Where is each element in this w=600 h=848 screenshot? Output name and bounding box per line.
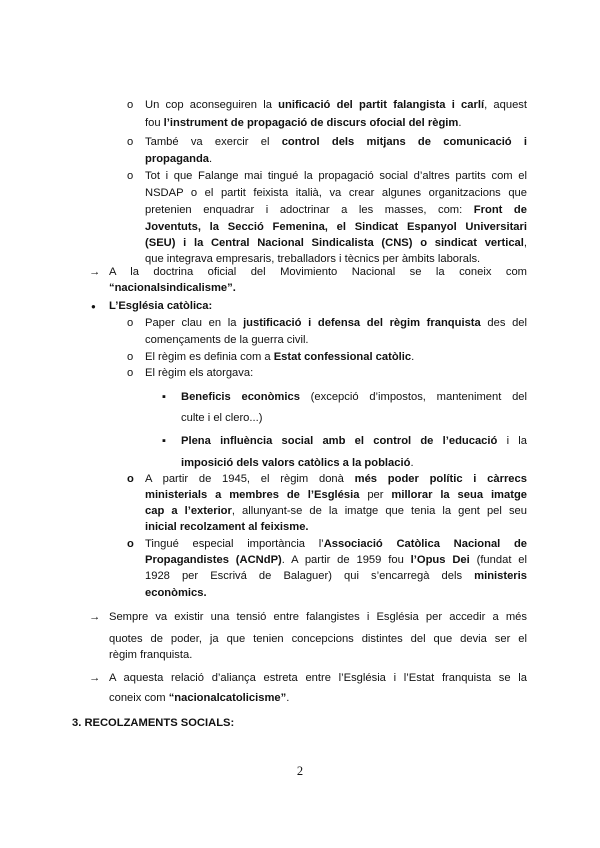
bold-text-run: “nacionalcatolicisme” [168,692,287,704]
bold-text-run: millorar la seua imatge [391,489,528,501]
atorgava-item-1-line-2 [181,411,262,426]
arrow-marker: → [89,611,101,623]
bold-text-run: Joventuts, la Secció Femenina, el Sindicat Espanyol Universitari [145,221,527,233]
circle-bullet: o [127,317,134,329]
falange-item-1-line-2 [145,116,461,131]
text-run: (excepció d’impostos, manteniment del [299,391,527,403]
bold-text-run: ministerials a membres de l’Església [145,489,360,501]
falange-item-3-line-4 [145,220,527,235]
text-run: El règim els atorgava: [145,367,254,379]
square-bullet: ▪ [162,435,166,447]
bold-text-run: unificació del partit falangista i carlí [278,99,485,111]
esglesia-item-5-line-1 [145,537,527,552]
bold-text-run: cap a l’exterior [145,505,232,517]
esglesia-item-4-line-2 [145,488,527,503]
text-run: . [411,351,415,363]
text-run: També va exercir el [145,136,282,148]
bold-text-run: més poder polític i càrrecs [354,473,527,485]
text-run: . [286,692,290,704]
esglesia-item-5-line-2 [145,553,527,568]
text-run: NSDAP o el partit feixista italià, va crear algunes organitzacions que [145,187,527,199]
bold-text-run: Front de [473,204,527,216]
bold-text-run: econòmics. [145,587,207,599]
alianca-line-2 [109,691,289,706]
bullet-marker: ● [91,302,96,311]
text-run: A la doctrina oficial del Movimiento Nacional se la coneix com [109,266,527,278]
bold-text-run: Beneficis econòmics [181,391,300,403]
text-run: , allunyant-se de la imatge que tenia la gent pel seu [231,505,527,517]
esglesia-item-4-line-1 [145,472,527,487]
doctrina-line-1 [109,265,527,280]
text-run: Paper clau en la [145,317,244,329]
falange-item-2-line-1 [145,135,527,150]
atorgava-item-2-line-2 [181,456,414,471]
text-run: 1928 per Escrivá de Balaguer) qui s’encarregà dels [145,570,475,582]
falange-item-3-line-5 [145,236,527,251]
text-run: des del [480,317,527,329]
text-run: , [523,237,527,249]
bold-text-run: propaganda [145,153,210,165]
esglesia-item-3-line-1 [145,366,253,381]
bold-text-run: inicial recolzament al feixisme. [145,521,309,533]
bold-text-run: justificació i defensa del règim franquista [243,317,481,329]
falange-item-3-line-1 [145,169,527,184]
text-run: i la [497,435,527,447]
circle-bullet: o [127,367,134,379]
text-run: per [359,489,392,501]
esglesia-heading: L’Església catòlica: [109,300,213,312]
text-run: (fundat el [469,554,527,566]
text-run: Un cop aconseguiren la [145,99,279,111]
bold-text-run: Propagandistes (ACNdP) [145,554,282,566]
text-run: coneix com [109,692,169,704]
bold-text-run: ministeris [474,570,527,582]
text-run: fou [145,117,164,129]
text-run: pretenien enquadrar i adoctrinar a les masses, com: [145,204,474,216]
text-run: que integrava empresaris, treballadors i tècnics per àmbits laborals. [145,253,481,265]
circle-bullet: o [127,170,134,182]
section-heading: 3. RECOLZAMENTS SOCIALS: [72,717,235,729]
text-run: El règim es definia com a [145,351,274,363]
esglesia-item-1-line-1 [145,316,527,331]
circle-bullet: o [127,99,134,111]
bold-text-run: imposició dels valors catòlics a la població [181,457,411,469]
page-number: 2 [296,764,304,778]
atorgava-item-1-line-1 [181,390,527,405]
falange-item-2-line-2 [145,152,212,167]
falange-item-1-line-1 [145,98,527,113]
alianca-line-1 [109,671,527,686]
text-run: , aquest [484,99,527,111]
text-run: Tingué especial importància l’ [145,538,324,550]
text-run: culte i el clero...) [181,412,263,424]
circle-bullet: o [127,136,134,148]
arrow-marker: → [89,672,101,684]
bold-text-run: l’Opus Dei [410,554,470,566]
bold-text-run: Associació Catòlica Nacional de [323,538,528,550]
tensio-line-2 [109,632,527,647]
text-run: començaments de la guerra civil. [145,334,309,346]
text-run: quotes de poder, ja que tenien concepcions distintes del que devia ser el [109,633,527,645]
text-run: Sempre va existir una tensió entre falangistes i Església per accedir a més [109,611,527,623]
text-run: . [209,153,213,165]
esglesia-item-4-line-3 [145,504,527,519]
esglesia-item-5-line-3 [145,569,527,584]
text-run: règim franquista. [109,649,193,661]
circle-bullet: o [127,473,134,485]
falange-item-3-line-3 [145,203,527,218]
bold-text-run: l’instrument de propagació de discurs ofocial del règim [163,117,459,129]
text-run: A aquesta relació d’aliança estreta entre l’Església i l’Estat franquista se la [109,672,527,684]
text-run: . [410,457,414,469]
bold-text-run: (SEU) i la Central Nacional Sindicalista (CNS) o sindicat vertical [145,237,524,249]
tensio-line-3 [109,648,192,663]
esglesia-item-2-line-1 [145,350,414,365]
text-run: . A partir de 1959 fou [281,554,411,566]
esglesia-item-4-line-4 [145,520,309,535]
text-run: A partir de 1945, el règim donà [145,473,355,485]
text-run: Tot i que Falange mai tingué la propagació social d’altres partits com el [145,170,527,182]
tensio-line-1 [109,610,527,625]
esglesia-item-1-line-2 [145,333,309,348]
bold-text-run: Estat confessional catòlic [273,351,412,363]
text-run: . [458,117,462,129]
esglesia-item-5-line-4 [145,586,207,601]
atorgava-item-2-line-1 [181,434,527,449]
bold-text-run: Plena influència social amb el control de l’educació [181,435,498,447]
circle-bullet: o [127,538,134,550]
bold-text-run: control dels mitjans de comunicació i [281,136,527,148]
circle-bullet: o [127,351,134,363]
arrow-marker: → [89,266,101,278]
bold-text-run: “nacionalsindicalisme”. [109,282,236,294]
square-bullet: ▪ [162,391,166,403]
doctrina-line-2 [109,281,236,296]
falange-item-3-line-2 [145,186,527,201]
